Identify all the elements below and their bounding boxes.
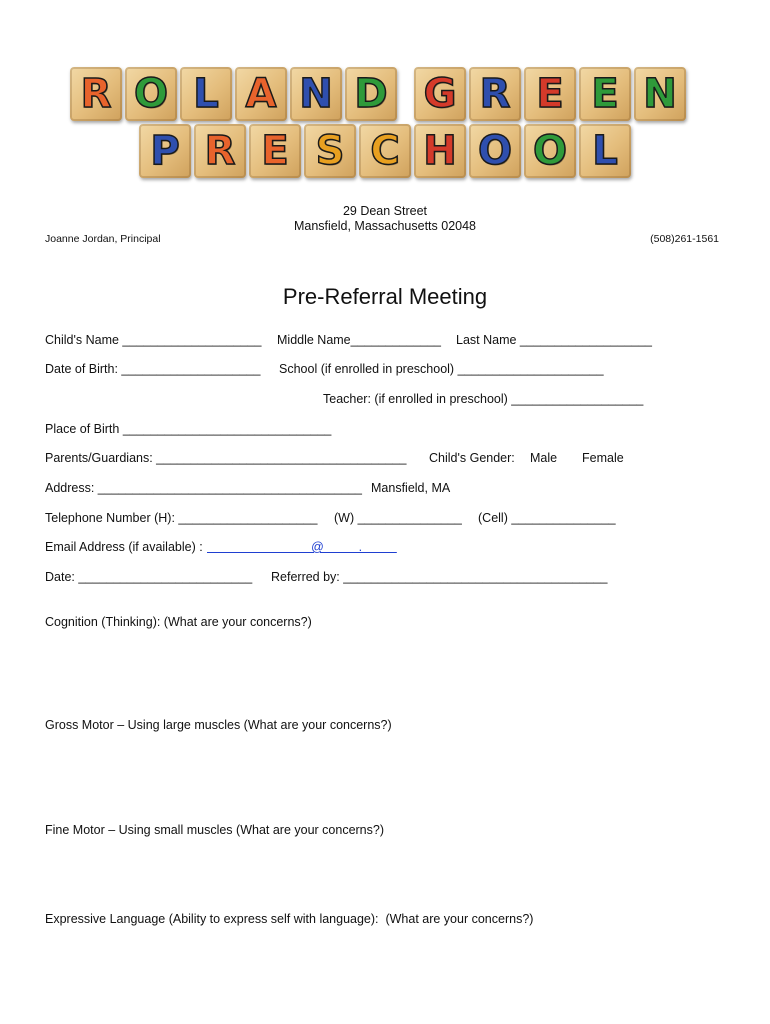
logo-letter: H (423, 128, 457, 174)
cognition-question: Cognition (Thinking): (What are your concerns?) (45, 615, 312, 629)
logo-letter: L (592, 128, 618, 174)
logo-letter: O (133, 71, 168, 117)
logo-letter: C (370, 128, 400, 174)
fine-motor-question: Fine Motor – Using small muscles (What are your concerns?) (45, 823, 385, 837)
school-field[interactable]: School (if enrolled in preschool) _____________________ (279, 362, 604, 376)
logo-letter: E (591, 71, 619, 117)
page-title: Pre-Referral Meeting (282, 284, 488, 309)
logo-letter: R (479, 71, 511, 117)
logo-block (125, 67, 177, 121)
address-field[interactable]: Address: ______________________________________ (45, 481, 362, 495)
email-field[interactable]: @ . (207, 540, 397, 554)
parents-guardians-field[interactable]: Parents/Guardians: ____________________________________ (45, 451, 407, 465)
logo-block (249, 124, 301, 178)
logo-row-roland-green (70, 67, 689, 121)
logo-block (194, 124, 246, 178)
logo-block (524, 124, 576, 178)
logo-block (345, 67, 397, 121)
logo-block (579, 67, 631, 121)
logo-letter: D (354, 71, 388, 117)
gender-male-option[interactable]: Male (530, 451, 558, 465)
gender-label: Child's Gender: (429, 451, 515, 465)
place-of-birth-field[interactable]: Place of Birth ______________________________ (45, 422, 332, 436)
logo-block (469, 67, 521, 121)
logo-letter: P (150, 128, 180, 174)
gross-motor-question: Gross Motor – Using large muscles (What are your concerns?) (45, 718, 392, 732)
middle-name-field[interactable]: Middle Name_____________ (277, 333, 442, 347)
telephone-work-field[interactable]: (W) _______________ (334, 511, 462, 525)
school-street: 29 Dean Street (342, 204, 428, 218)
logo-block (139, 124, 191, 178)
date-field[interactable]: Date: _________________________ (45, 570, 253, 584)
logo-letter: N (643, 71, 677, 117)
logo-letter: R (80, 71, 112, 117)
logo-letter: L (193, 71, 219, 117)
logo-letter: O (532, 128, 567, 174)
date-of-birth-field[interactable]: Date of Birth: ____________________ (45, 362, 261, 376)
logo-letter: G (423, 71, 457, 117)
logo-block (235, 67, 287, 121)
address-city-text: Mansfield, MA (371, 481, 451, 495)
last-name-field[interactable]: Last Name ___________________ (456, 333, 653, 347)
logo-block (579, 124, 631, 178)
email-label: Email Address (if available) : (45, 540, 203, 554)
childs-name-field[interactable]: Child's Name ____________________ (45, 333, 262, 347)
gender-female-option[interactable]: Female (582, 451, 624, 465)
logo-block (359, 124, 411, 178)
telephone-home-field[interactable]: Telephone Number (H): ____________________ (45, 511, 318, 525)
logo-block (524, 67, 576, 121)
logo-letter: N (299, 71, 333, 117)
school-city: Mansfield, Massachusetts 02048 (293, 219, 477, 233)
telephone-cell-field[interactable]: (Cell) _______________ (478, 511, 616, 525)
logo-block (304, 124, 356, 178)
principal-name: Joanne Jordan, Principal (45, 233, 161, 245)
logo-block (414, 67, 466, 121)
logo-letter: E (536, 71, 564, 117)
logo-letter: R (204, 128, 236, 174)
logo-block (634, 67, 686, 121)
logo-letter: S (315, 128, 345, 174)
logo-block (70, 67, 122, 121)
logo-letter: E (261, 128, 289, 174)
school-phone: (508)261-1561 (650, 233, 719, 245)
logo-letter: A (245, 71, 277, 117)
referred-by-field[interactable]: Referred by: ______________________________________ (271, 570, 608, 584)
logo-row-preschool (139, 124, 634, 178)
teacher-field[interactable]: Teacher: (if enrolled in preschool) ___________________ (323, 392, 644, 406)
logo-block (180, 67, 232, 121)
logo-block (290, 67, 342, 121)
logo-letter: O (477, 128, 512, 174)
expressive-language-question: Expressive Language (Ability to express self with language): (What are your concerns?) (45, 912, 534, 926)
logo-block (469, 124, 521, 178)
logo-block (414, 124, 466, 178)
